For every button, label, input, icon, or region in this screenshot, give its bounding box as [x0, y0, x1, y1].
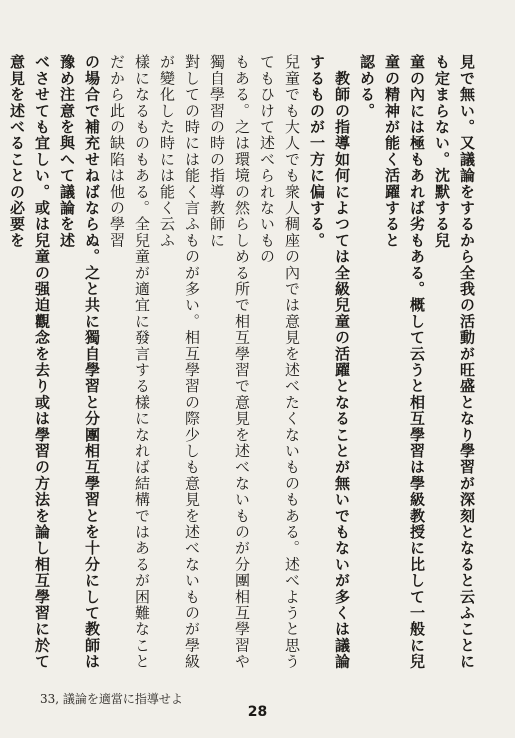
text-line: 樣になるものもある。全兒童が適宜に發言する樣になれば結構ではあるが困難なことだから此の缺陷は他の學習	[108, 54, 151, 670]
text-line	[0, 54, 4, 682]
text-line: 教師の指導如何によつては全級兒童の活躍となることが無いでもないが多くは議論するものが一方に偏する。	[308, 54, 351, 670]
text-line: べさせても宜しい。或は兒童の强迫觀念を去り或は學習の方法を論し相互學習に於て意見を述べることの必要を	[8, 54, 51, 670]
text-line: 對しての時には能く言ふものが多い。相互學習の際少しも意見を述べないものが學級が變化した時には能く云ふ	[158, 54, 201, 670]
text-line: 童の內には極もあれば劣もある。概して云うと相互學習は學級教授に比して一般に兒童の精神が能く活躍すると	[383, 54, 426, 670]
text-line: もある。之は環境の然らしめる所で相互學習で意見を述べないものが分團相互學習や獨自學習の時の指導教師に	[208, 54, 251, 670]
text-line: 認める。	[358, 54, 376, 119]
margin-note: 33, 議論を適當に指導せよ	[40, 692, 183, 706]
text-line: の場合で補充せねばならぬ。之と共に獨自學習と分團相互學習とを十分にして教師は豫め注意を與へて議論を述	[58, 54, 101, 670]
page-number: 28	[247, 704, 268, 720]
text-line: 見で無い。又議論をするから全我の活動が旺盛となり學習が深刻となると云ふことにも定まらない。沈默する兒	[433, 54, 476, 670]
text-line: 兒童でも大人でも衆人稠座の內では意見を述べたくないものもある。述べようと思うてもひけて述べられないもの	[258, 54, 301, 670]
body-text	[8, 54, 479, 682]
